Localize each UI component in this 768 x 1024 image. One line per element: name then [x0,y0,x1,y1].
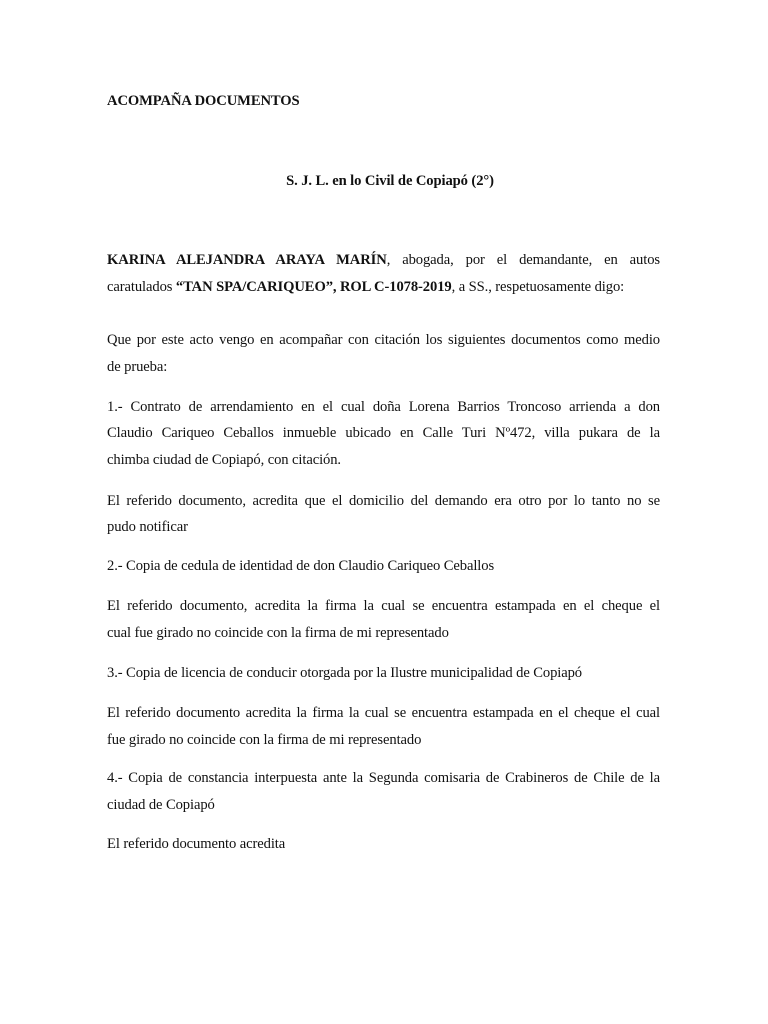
item3-line: 3.- Copia de licencia de conducir otorgada por la Ilustre municipalidad de Copiapó [107,665,582,681]
item2-note-line-2: cual fue girado no coincide con la firma de mi representado [107,625,449,641]
item1-line-2: Claudio Cariqueo Ceballos inmueble ubicado en Calle Turi Nº472, villa pukara de la [107,425,660,441]
item2-note-line-1: El referido documento, acredita la firma la cual se encuentra estampada en el cheque el [107,598,660,614]
intro-line-2-post: , a SS., respetuosamente digo: [451,279,625,295]
item1-note-line-2: pudo notificar [107,519,188,535]
item4-line-2: ciudad de Copiapó [107,797,215,813]
court-heading: S. J. L. en lo Civil de Copiapó (2°) [286,173,494,189]
intro-line-2 [107,274,660,300]
para-que-line-2: de prueba: [107,359,168,375]
item1-line-3: chimba ciudad de Copiapó, con citación. [107,452,341,468]
item1-note-line-1: El referido documento, acredita que el domicilio del demando era otro por lo tanto no se [107,493,660,509]
item3-note-line-1: El referido documento acredita la firma la cual se encuentra estampada en el cheque el cual [107,705,660,721]
case-caption: “TAN SPA/CARIQUEO”, ROL C-1078-2019 [175,279,452,295]
item3-note-line-2: fue girado no coincide con la firma de mi representado [107,732,422,748]
item4-note-line: El referido documento acredita [107,836,286,852]
item1-line-1: 1.- Contrato de arrendamiento en el cual doña Lorena Barrios Troncoso arrienda a don [107,399,660,415]
intro-line-1-rest: , abogada, por el demandante, en autos [386,252,660,268]
intro-line-2-pre: caratulados [107,279,176,295]
para-que-line-1: Que por este acto vengo en acompañar con citación los siguientes documentos como medio [107,332,660,348]
item4-line-1: 4.- Copia de constancia interpuesta ante la Segunda comisaria de Crabineros de Chile de la [107,770,660,786]
document-heading: ACOMPAÑA DOCUMENTOS [107,93,300,109]
intro-line-1 [107,247,660,273]
attorney-name: KARINA ALEJANDRA ARAYA MARÍN [107,252,387,268]
item2-line: 2.- Copia de cedula de identidad de don Claudio Cariqueo Ceballos [107,558,495,574]
